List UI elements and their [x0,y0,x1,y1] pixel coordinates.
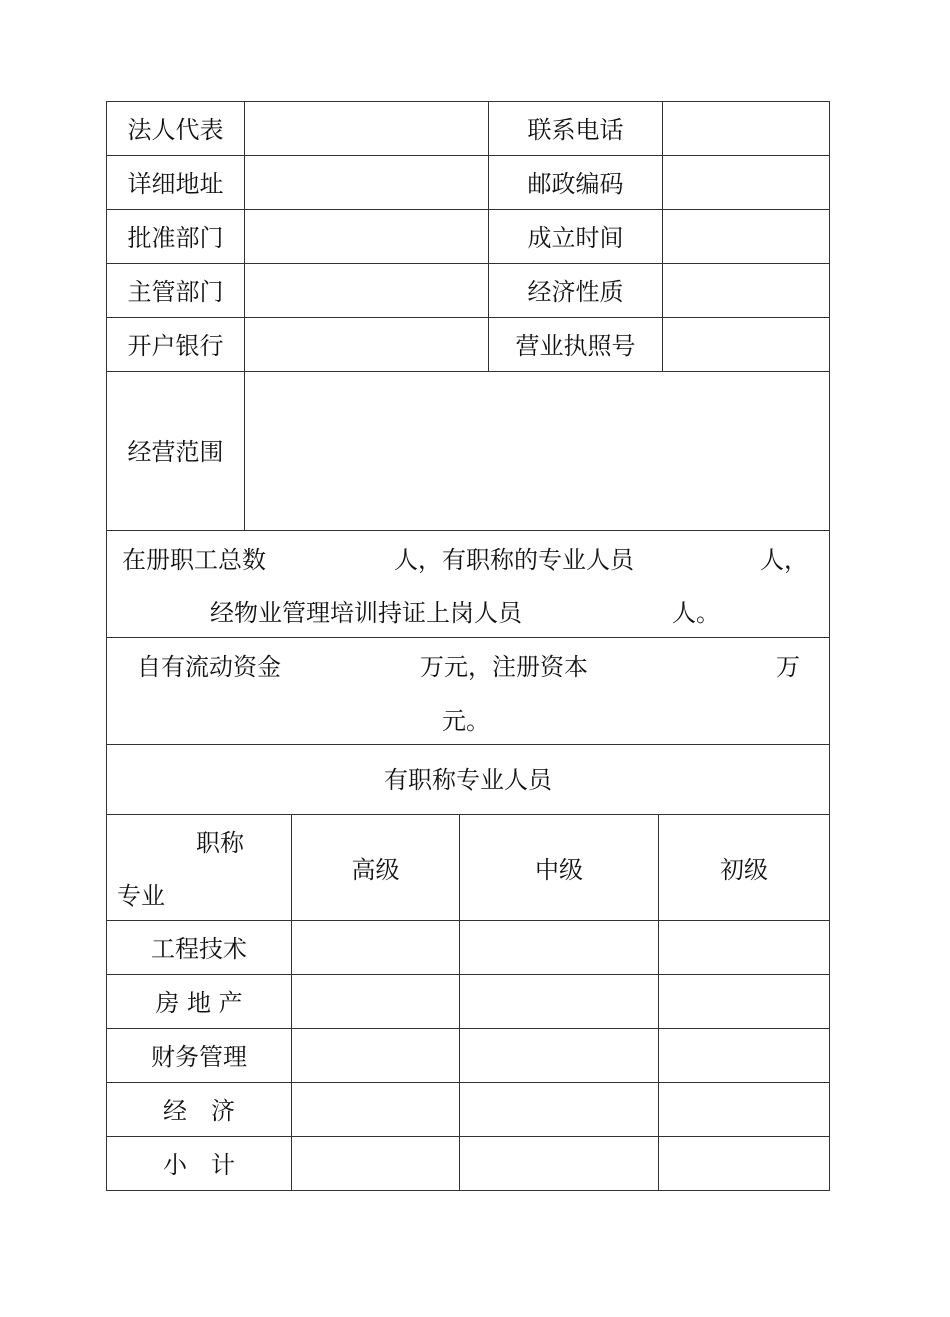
license-no-field[interactable] [663,318,829,371]
border-left [106,101,107,1191]
cell-subtotal-junior[interactable] [659,1137,829,1190]
staff-trained-unit: 人。 [672,599,720,627]
label-economic-nature: 经济性质 [527,278,624,306]
cell-real-estate-intermediate[interactable] [460,975,658,1028]
cell-subtotal-senior[interactable] [292,1137,459,1190]
staff-total-label: 在册职工总数 [122,546,266,574]
header-senior: 高级 [351,856,400,884]
cell-subtotal-intermediate[interactable] [460,1137,658,1190]
label-postcode: 邮政编码 [527,170,624,198]
address-field[interactable] [245,156,488,209]
cell-real-estate-senior[interactable] [292,975,459,1028]
cell-finance-intermediate[interactable] [460,1029,658,1082]
founded-field[interactable] [663,210,829,263]
label-bank: 开户银行 [127,332,224,360]
bank-field[interactable] [245,318,488,371]
label-approval-dept: 批准部门 [127,224,224,252]
cell-engineering-intermediate[interactable] [460,921,658,974]
staff-total-unit: 人，有职称的专业人员 [394,546,634,574]
row-label-economics: 经 济 [163,1097,235,1125]
phone-field[interactable] [663,102,829,155]
header-title-label: 职称 [196,829,244,857]
label-founded: 成立时间 [527,224,624,252]
header-junior: 初级 [720,856,768,884]
row-divider [106,637,830,638]
cell-engineering-senior[interactable] [292,921,459,974]
label-supervising-dept: 主管部门 [127,278,224,306]
legal-rep-field[interactable] [245,102,488,155]
border-bottom [106,1190,830,1191]
label-address: 详细地址 [127,170,224,198]
approval-dept-field[interactable] [245,210,488,263]
border-right [829,101,830,1191]
business-scope-field[interactable] [245,372,829,530]
funds-unit-registered: 万元，注册资本 [420,653,588,681]
cell-economics-junior[interactable] [659,1083,829,1136]
row-divider [106,744,830,745]
header-specialty-label: 专业 [117,882,165,910]
supervising-dept-field[interactable] [245,264,488,317]
cell-real-estate-junior[interactable] [659,975,829,1028]
label-phone: 联系电话 [527,116,624,144]
cell-economics-senior[interactable] [292,1083,459,1136]
economic-nature-field[interactable] [663,264,829,317]
label-business-scope: 经营范围 [127,438,224,466]
row-label-finance: 财务管理 [151,1043,247,1071]
row-divider [106,814,830,815]
prof-table-title: 有职称专业人员 [384,766,552,794]
row-label-subtotal: 小 计 [163,1151,235,1179]
header-intermediate: 中级 [535,856,583,884]
cell-finance-junior[interactable] [659,1029,829,1082]
funds-wan: 万 [776,653,800,681]
cell-finance-senior[interactable] [292,1029,459,1082]
cell-economics-intermediate[interactable] [460,1083,658,1136]
label-license-no: 营业执照号 [515,332,636,360]
staff-prof-unit: 人， [760,546,808,574]
postcode-field[interactable] [663,156,829,209]
funds-yuan: 元。 [442,707,490,735]
row-label-engineering: 工程技术 [151,935,247,963]
row-divider [106,530,830,531]
cell-engineering-junior[interactable] [659,921,829,974]
label-legal-rep: 法人代表 [127,116,224,144]
staff-trained-label: 经物业管理培训持证上岗人员 [210,599,522,627]
funds-working-capital-label: 自有流动资金 [137,653,281,681]
row-label-real-estate: 房 地 产 [155,989,243,1017]
